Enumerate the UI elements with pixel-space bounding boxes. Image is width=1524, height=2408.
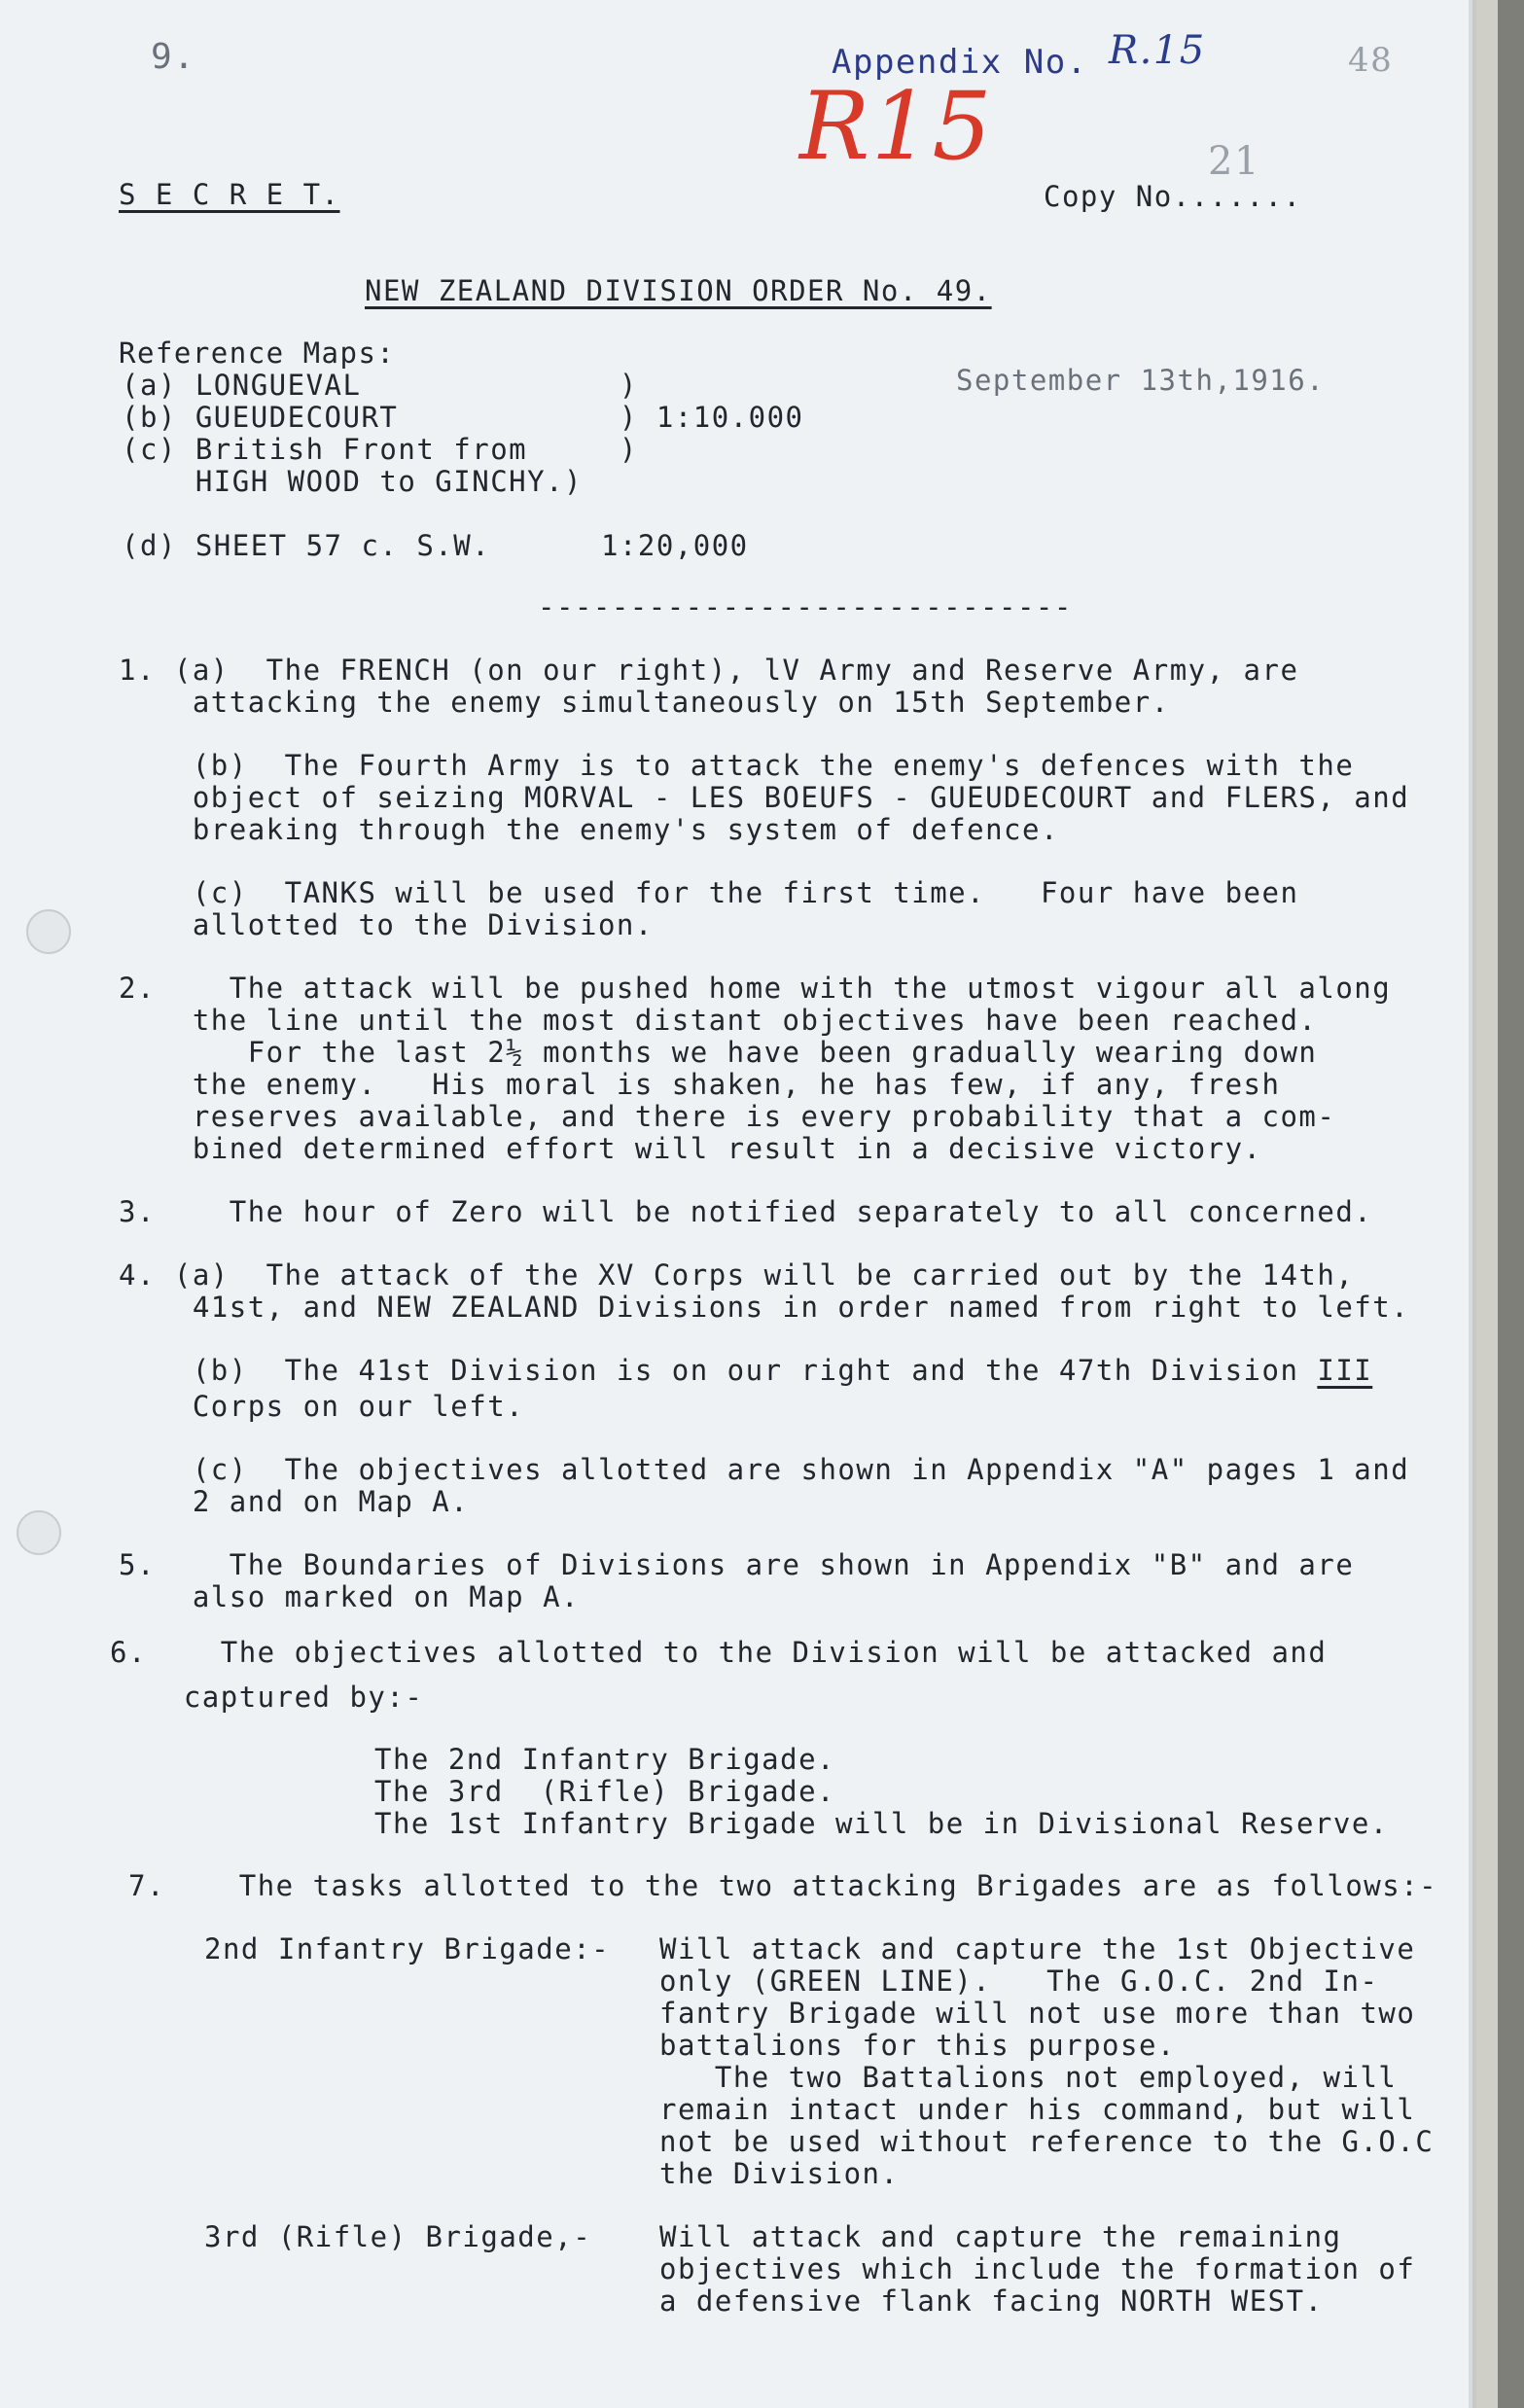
brigade-list-item: The 3rd (Rifle) Brigade. — [374, 1775, 835, 1808]
para-2-line-4: the enemy. His moral is shaken, he has few, if any, fresh — [119, 1068, 1281, 1101]
para-5-line-2: also marked on Map A. — [119, 1580, 580, 1613]
para-4b-line-2: Corps on our left. — [119, 1390, 525, 1423]
para-2-line-6: bined determined effort will result in a decisive victory. — [119, 1132, 1262, 1165]
para-4a-line-1: 4. (a) The attack of the XV Corps will be carried out by the 14th, — [119, 1258, 1355, 1292]
para-4b-text: (b) The 41st Division is on our right and the 47th Division — [119, 1354, 1318, 1387]
para-1b-line-2: object of seizing MORVAL - LES BOEUFS - GUEUDECOURT and FLERS, and — [119, 781, 1410, 814]
para-7: 7. The tasks allotted to the two attacking Brigades are as follows:- — [128, 1869, 1438, 1902]
para-4a-line-2: 41st, and NEW ZEALAND Divisions in order named from right to left. — [119, 1291, 1410, 1324]
page-number: 9. — [151, 37, 196, 77]
task-1-line: only (GREEN LINE). The G.O.C. 2nd In- — [659, 1965, 1379, 1998]
task-1-line: Will attack and capture the 1st Objective — [659, 1932, 1416, 1965]
para-2-line-1: 2. The attack will be pushed home with the utmost vigour all along — [119, 972, 1392, 1005]
task-1-label: 2nd Infantry Brigade:- — [204, 1932, 611, 1965]
reference-map-c-cont: HIGH WOOD to GINCHY.) — [122, 465, 583, 498]
reference-map-a: (a) LONGUEVAL ) — [122, 369, 638, 402]
para-3: 3. The hour of Zero will be notified separately to all concerned. — [119, 1195, 1373, 1228]
task-1-line: The two Battalions not employed, will — [659, 2061, 1398, 2094]
para-1a-line-1: 1. (a) The FRENCH (on our right), lV Army and Reserve Army, are — [119, 654, 1299, 687]
task-2-label: 3rd (Rifle) Brigade,- — [204, 2220, 592, 2253]
para-6-line-1: 6. The objectives allotted to the Division will be attacked and — [110, 1636, 1328, 1669]
task-2-line: Will attack and capture the remaining — [659, 2220, 1342, 2253]
brigade-list-item: The 1st Infantry Brigade will be in Divisional Reserve. — [374, 1807, 1389, 1840]
pencil-number: 48 — [1348, 41, 1394, 80]
para-1b-line-1: (b) The Fourth Army is to attack the enemy's defences with the — [119, 749, 1355, 782]
para-5-line-1: 5. The Boundaries of Divisions are shown in Appendix "B" and are — [119, 1548, 1355, 1581]
appendix-label: Appendix No. — [832, 43, 1088, 82]
para-6-line-2: captured by:- — [110, 1681, 424, 1714]
page-edge-shadow — [1498, 0, 1524, 2408]
task-1-line: the Division. — [659, 2157, 900, 2190]
para-2-line-5: reserves available, and there is every probability that a com- — [119, 1100, 1336, 1133]
red-mark: R15 — [799, 72, 993, 181]
para-1c-line-2: allotted to the Division. — [119, 908, 654, 941]
task-2-line: a defensive flank facing NORTH WEST. — [659, 2284, 1324, 2318]
copy-label: Copy No....... — [1044, 180, 1302, 213]
punch-hole — [26, 909, 71, 954]
brigade-list-item: The 2nd Infantry Brigade. — [374, 1743, 835, 1776]
page-edge — [1476, 0, 1498, 2408]
reference-map-b: (b) GUEUDECOURT ) 1:10.000 — [122, 401, 804, 434]
order-title: NEW ZEALAND DIVISION ORDER No. 49. — [365, 274, 992, 307]
task-2-line: objectives which include the formation of — [659, 2252, 1416, 2285]
para-4c-line-2: 2 and on Map A. — [119, 1485, 470, 1518]
separator-rule: ----------------------------- — [538, 590, 1073, 623]
para-4b-line-1 — [119, 1355, 1372, 1387]
order-date: September 13th,1916. — [956, 364, 1326, 397]
task-1-line: battalions for this purpose. — [659, 2029, 1176, 2062]
para-2-line-3: For the last 2½ months we have been gradually wearing down — [119, 1036, 1318, 1069]
secret-label: S E C R E T. — [119, 178, 340, 211]
para-2-line-2: the line until the most distant objectives have been reached. — [119, 1004, 1318, 1037]
reference-map-c: (c) British Front from ) — [122, 433, 638, 466]
copy-number: 21 — [1208, 139, 1260, 184]
para-4b-corps: III — [1317, 1354, 1373, 1387]
task-1-line: not be used without reference to the G.O.C — [659, 2125, 1435, 2158]
para-1b-line-3: breaking through the enemy's system of defence. — [119, 813, 1059, 846]
para-1c-line-1: (c) TANKS will be used for the first time. Four have been — [119, 876, 1299, 909]
task-1-line: remain intact under his command, but will — [659, 2093, 1416, 2126]
punch-hole — [17, 1510, 61, 1555]
task-1-line: fantry Brigade will not use more than two — [659, 1997, 1416, 2030]
para-1a-line-2: attacking the enemy simultaneously on 15th September. — [119, 686, 1170, 719]
appendix-handwritten: R.15 — [1109, 28, 1206, 73]
para-4c-line-1: (c) The objectives allotted are shown in Appendix "A" pages 1 and — [119, 1453, 1410, 1486]
reference-heading: Reference Maps: — [119, 336, 396, 370]
reference-sheet: (d) SHEET 57 c. S.W. 1:20,000 — [122, 529, 749, 562]
